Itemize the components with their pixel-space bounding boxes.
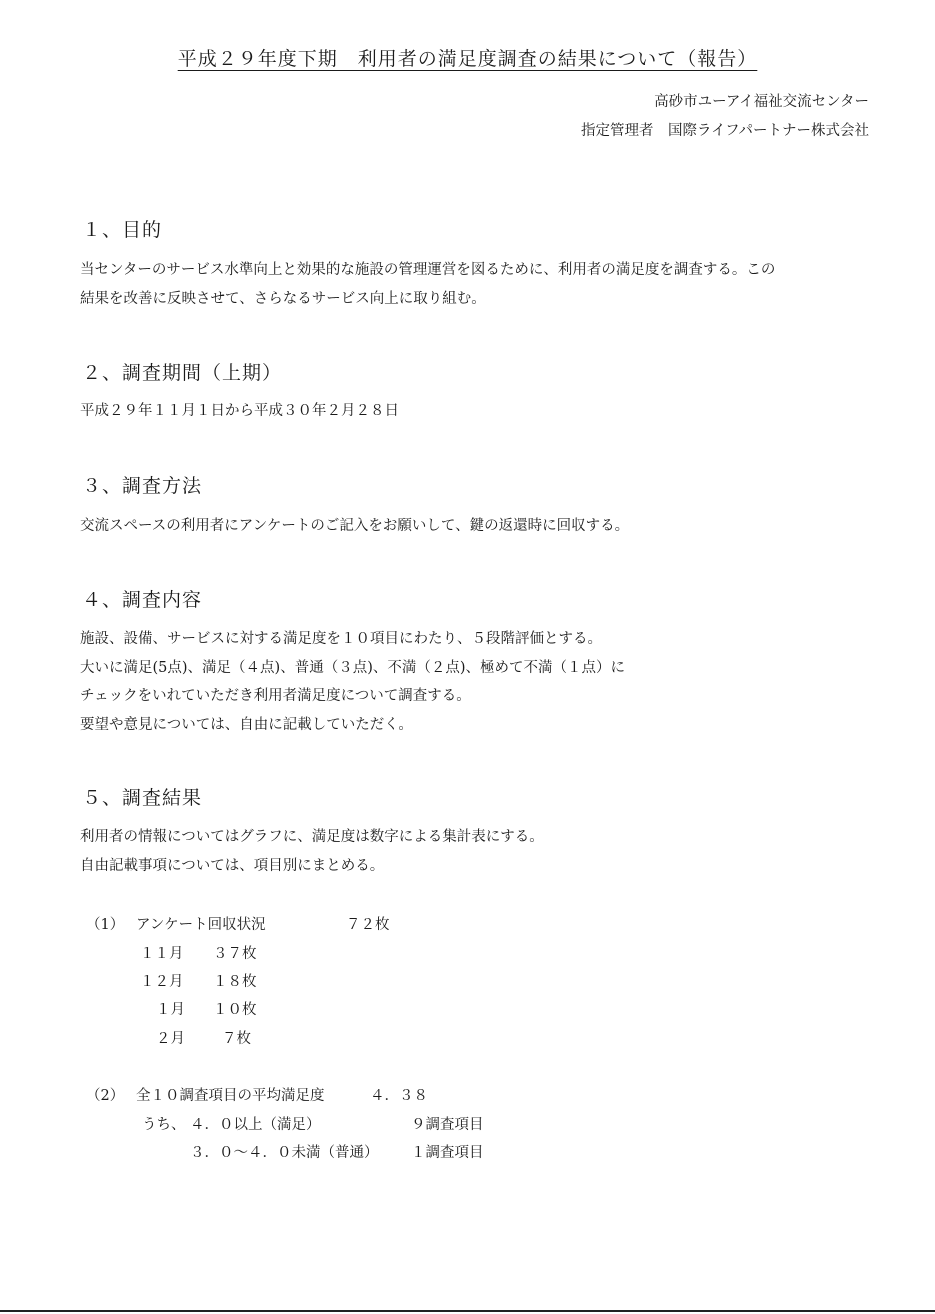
satisfaction-title: 全１０調査項目の平均満足度 bbox=[136, 1088, 325, 1104]
month-label: １月 bbox=[156, 1002, 185, 1018]
section-body-results bbox=[80, 823, 544, 880]
body-line: 平成２９年１１月１日から平成３０年２月２８日 bbox=[80, 403, 399, 419]
section-heading-period: ２、調査期間（上期） bbox=[82, 362, 283, 384]
body-line: 結果を改善に反映させて、さらなるサービス向上に取り組む。 bbox=[80, 290, 486, 307]
month-label: １１月 bbox=[140, 946, 184, 962]
section-heading-purpose: １、目的 bbox=[82, 219, 163, 241]
section-body-period bbox=[80, 397, 399, 426]
section-body-method bbox=[80, 512, 629, 541]
survey-title: アンケート回収状況 bbox=[136, 917, 266, 933]
month-count: １０枚 bbox=[213, 1002, 257, 1018]
section-heading-content: ４、調査内容 bbox=[82, 589, 203, 611]
body-line: 要望や意見については、自由に記載していただく。 bbox=[80, 716, 413, 733]
month-count: ７枚 bbox=[222, 1031, 251, 1047]
month-label: ２月 bbox=[156, 1031, 185, 1047]
page-bottom-rule bbox=[0, 1310, 935, 1312]
body-line: 施設、設備、サービスに対する満足度を１０項目にわたり、５段階評価とする。 bbox=[80, 631, 602, 647]
satisfaction-items: １調査項目 bbox=[411, 1145, 484, 1161]
satisfaction-label: （2） bbox=[86, 1088, 125, 1104]
month-label: １２月 bbox=[140, 974, 184, 990]
satisfaction-items: ９調査項目 bbox=[411, 1117, 484, 1133]
body-line: 自由記載事項については、項目別にまとめる。 bbox=[80, 857, 385, 874]
satisfaction-range: ３．０～４．０未満（普通） bbox=[190, 1145, 379, 1161]
survey-label: （1） bbox=[86, 917, 125, 933]
section-heading-results: ５、調査結果 bbox=[82, 787, 203, 809]
month-count: ３７枚 bbox=[213, 946, 257, 962]
body-line: チェックをいれていただき利用者満足度について調査する。 bbox=[80, 688, 471, 704]
organization-name: 高砂市ユーアイ福祉交流センター bbox=[654, 94, 869, 110]
body-line: 利用者の情報についてはグラフに、満足度は数字による集計表にする。 bbox=[80, 829, 544, 845]
body-line: 大いに満足(5点)、満足（４点)、普通（３点)、不満（２点)、極めて不満（１点）に bbox=[80, 659, 626, 676]
survey-total: ７２枚 bbox=[346, 917, 390, 933]
page-title: 平成２９年度下期 利用者の満足度調査の結果について（報告） bbox=[177, 48, 758, 70]
satisfaction-prefix: うち、 bbox=[142, 1117, 186, 1133]
body-line: 交流スペースの利用者にアンケートのご記入をお願いして、鍵の返還時に回収する。 bbox=[80, 518, 630, 534]
satisfaction-range: ４．０以上（満足） bbox=[190, 1117, 321, 1133]
section-body-content bbox=[80, 625, 625, 739]
satisfaction-score: ４．３８ bbox=[370, 1088, 428, 1104]
manager-name: 指定管理者 国際ライフパートナー株式会社 bbox=[581, 123, 869, 139]
section-body-purpose bbox=[80, 256, 775, 313]
month-count: １８枚 bbox=[213, 974, 257, 990]
section-heading-method: ３、調査方法 bbox=[82, 475, 203, 497]
body-line: 当センターのサービス水準向上と効果的な施設の管理運営を図るために、利用者の満足度を調査する。この bbox=[80, 262, 776, 278]
